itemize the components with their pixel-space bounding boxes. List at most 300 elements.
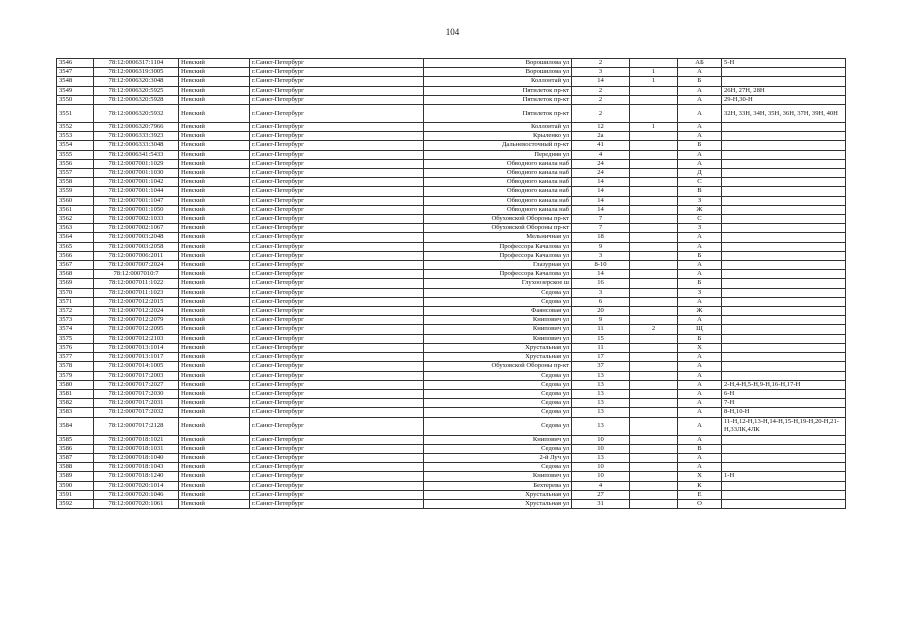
street-cell: Книпович ул [424, 435, 572, 444]
cadastral-number-cell: 78:12:0006320:7966 [94, 123, 179, 132]
table-row [57, 490, 846, 499]
house-number-cell: 18 [572, 233, 630, 242]
city-cell: г.Санкт-Петербург [250, 169, 424, 178]
district-cell: Невский [179, 353, 250, 362]
house-number-cell: 10 [572, 435, 630, 444]
table-row [57, 316, 846, 325]
street-cell: Седова ул [424, 297, 572, 306]
city-cell: г.Санкт-Петербург [250, 463, 424, 472]
table-row [57, 132, 846, 141]
premises-note-cell [722, 251, 846, 260]
table-row [57, 353, 846, 362]
cadastral-number-cell: 78:12:0007011:1022 [94, 279, 179, 288]
district-cell: Невский [179, 408, 250, 417]
house-number-cell: 31 [572, 499, 630, 508]
district-cell: Невский [179, 334, 250, 343]
district-cell: Невский [179, 215, 250, 224]
letter-cell: А [678, 150, 722, 159]
premises-note-cell [722, 444, 846, 453]
row-number-cell: 3589 [57, 472, 94, 481]
premises-note-cell [722, 499, 846, 508]
street-cell: Передняя ул [424, 150, 572, 159]
street-cell: Седова ул [424, 389, 572, 398]
table-row [57, 205, 846, 214]
building-number-cell [630, 472, 678, 481]
district-cell: Невский [179, 453, 250, 462]
premises-note-cell: 6-Н [722, 389, 846, 398]
city-cell: г.Санкт-Петербург [250, 261, 424, 270]
house-number-cell: 12 [572, 123, 630, 132]
table-row [57, 159, 846, 168]
cadastral-number-cell: 78:12:0007001:1047 [94, 196, 179, 205]
premises-note-cell [722, 435, 846, 444]
premises-note-cell: 11-Н,12-Н,13-Н,14-Н,15-Н,19-Н,20-Н,21-Н,33ЛК,4ЛК [722, 417, 846, 435]
letter-cell: Б [678, 279, 722, 288]
district-cell: Невский [179, 371, 250, 380]
city-cell: г.Санкт-Петербург [250, 95, 424, 104]
street-cell: Крыленко ул [424, 132, 572, 141]
premises-note-cell: 2-Н,4-Н,5-Н,9-Н,16-Н,17-Н [722, 380, 846, 389]
row-number-cell: 3584 [57, 417, 94, 435]
letter-cell: С [678, 178, 722, 187]
house-number-cell: 3 [572, 68, 630, 77]
city-cell: г.Санкт-Петербург [250, 399, 424, 408]
street-cell: Обуховской Обороны пр-кт [424, 215, 572, 224]
table-row [57, 251, 846, 260]
row-number-cell: 3561 [57, 205, 94, 214]
cadastral-number-cell: 78:12:0006317:1104 [94, 59, 179, 68]
row-number-cell: 3560 [57, 196, 94, 205]
district-cell: Невский [179, 380, 250, 389]
table-row [57, 68, 846, 77]
house-number-cell: 2 [572, 59, 630, 68]
building-number-cell [630, 399, 678, 408]
city-cell: г.Санкт-Петербург [250, 481, 424, 490]
district-cell: Невский [179, 343, 250, 352]
letter-cell: З [678, 288, 722, 297]
row-number-cell: 3548 [57, 77, 94, 86]
premises-note-cell [722, 307, 846, 316]
street-cell: Коллонтай ул [424, 123, 572, 132]
premises-note-cell [722, 325, 846, 334]
street-cell: Хрустальная ул [424, 343, 572, 352]
cadastral-number-cell: 78:12:0007018:1240 [94, 472, 179, 481]
letter-cell: А [678, 261, 722, 270]
district-cell: Невский [179, 463, 250, 472]
cadastral-number-cell: 78:12:0007017:2128 [94, 417, 179, 435]
district-cell: Невский [179, 233, 250, 242]
city-cell: г.Санкт-Петербург [250, 224, 424, 233]
row-number-cell: 3557 [57, 169, 94, 178]
city-cell: г.Санкт-Петербург [250, 77, 424, 86]
city-cell: г.Санкт-Петербург [250, 141, 424, 150]
building-number-cell [630, 444, 678, 453]
house-number-cell: 10 [572, 444, 630, 453]
premises-note-cell [722, 362, 846, 371]
row-number-cell: 3549 [57, 86, 94, 95]
cadastral-number-cell: 78:12:0007002:1067 [94, 224, 179, 233]
house-number-cell: 17 [572, 353, 630, 362]
street-cell: Дальневосточный пр-кт [424, 141, 572, 150]
district-cell: Невский [179, 270, 250, 279]
cadastral-number-cell: 78:12:0006319:3005 [94, 68, 179, 77]
building-number-cell [630, 59, 678, 68]
street-cell: Хрустальная ул [424, 353, 572, 362]
cadastral-number-cell: 78:12:0006320:5932 [94, 105, 179, 123]
district-cell: Невский [179, 86, 250, 95]
city-cell: г.Санкт-Петербург [250, 279, 424, 288]
house-number-cell: 9 [572, 242, 630, 251]
house-number-cell: 8-10 [572, 261, 630, 270]
premises-note-cell: 5-Н [722, 59, 846, 68]
table-row [57, 435, 846, 444]
premises-note-cell [722, 187, 846, 196]
letter-cell: Е [678, 490, 722, 499]
letter-cell: А [678, 417, 722, 435]
building-number-cell [630, 362, 678, 371]
page-number: 104 [445, 27, 460, 37]
street-cell: Профессора Качалова ул [424, 251, 572, 260]
premises-note-cell [722, 261, 846, 270]
city-cell: г.Санкт-Петербург [250, 444, 424, 453]
street-cell: Книпович ул [424, 334, 572, 343]
street-cell: Обводного канала наб [424, 196, 572, 205]
city-cell: г.Санкт-Петербург [250, 215, 424, 224]
row-number-cell: 3569 [57, 279, 94, 288]
city-cell: г.Санкт-Петербург [250, 380, 424, 389]
street-cell: Обводного канала наб [424, 169, 572, 178]
district-cell: Невский [179, 307, 250, 316]
letter-cell: Б [678, 77, 722, 86]
city-cell: г.Санкт-Петербург [250, 490, 424, 499]
district-cell: Невский [179, 399, 250, 408]
register-body [57, 59, 846, 509]
street-cell: Профессора Качалова ул [424, 242, 572, 251]
premises-note-cell [722, 233, 846, 242]
district-cell: Невский [179, 77, 250, 86]
district-cell: Невский [179, 362, 250, 371]
table-row [57, 288, 846, 297]
cadastral-number-cell: 78:12:0007001:1030 [94, 169, 179, 178]
premises-note-cell [722, 169, 846, 178]
street-cell: Обводного канала наб [424, 187, 572, 196]
letter-cell: Ж [678, 205, 722, 214]
building-number-cell [630, 187, 678, 196]
letter-cell: А [678, 132, 722, 141]
letter-cell: А [678, 105, 722, 123]
row-number-cell: 3558 [57, 178, 94, 187]
building-number-cell [630, 334, 678, 343]
row-number-cell: 3583 [57, 408, 94, 417]
street-cell: Пятилеток пр-кт [424, 105, 572, 123]
premises-note-cell [722, 288, 846, 297]
district-cell: Невский [179, 59, 250, 68]
district-cell: Невский [179, 279, 250, 288]
street-cell: Обуховской Обороны пр-кт [424, 224, 572, 233]
table-row [57, 463, 846, 472]
row-number-cell: 3566 [57, 251, 94, 260]
table-row [57, 444, 846, 453]
building-number-cell [630, 435, 678, 444]
building-number-cell [630, 499, 678, 508]
house-number-cell: 37 [572, 362, 630, 371]
building-number-cell [630, 279, 678, 288]
house-number-cell: 6 [572, 297, 630, 306]
building-number-cell [630, 132, 678, 141]
letter-cell: АБ [678, 59, 722, 68]
district-cell: Невский [179, 444, 250, 453]
building-number-cell [630, 481, 678, 490]
cadastral-number-cell: 78:12:0007018:1040 [94, 453, 179, 462]
premises-note-cell [722, 490, 846, 499]
cadastral-number-cell: 78:12:0007017:2030 [94, 389, 179, 398]
house-number-cell: 7 [572, 224, 630, 233]
street-cell: Седова ул [424, 380, 572, 389]
premises-note-cell [722, 242, 846, 251]
district-cell: Невский [179, 472, 250, 481]
premises-note-cell: 32Н, 33Н, 34Н, 35Н, 36Н, 37Н, 39Н, 40Н [722, 105, 846, 123]
house-number-cell: 10 [572, 472, 630, 481]
city-cell: г.Санкт-Петербург [250, 105, 424, 123]
house-number-cell: 13 [572, 399, 630, 408]
table-row [57, 417, 846, 435]
letter-cell: Щ [678, 325, 722, 334]
letter-cell: З [678, 224, 722, 233]
letter-cell: А [678, 297, 722, 306]
row-number-cell: 3575 [57, 334, 94, 343]
building-number-cell [630, 453, 678, 462]
street-cell: Обводного канала наб [424, 205, 572, 214]
cadastral-number-cell: 78:12:0007001:1042 [94, 178, 179, 187]
table-row [57, 169, 846, 178]
table-row [57, 399, 846, 408]
row-number-cell: 3547 [57, 68, 94, 77]
house-number-cell: 14 [572, 77, 630, 86]
cadastral-number-cell: 78:12:0007018:1031 [94, 444, 179, 453]
letter-cell: А [678, 159, 722, 168]
district-cell: Невский [179, 481, 250, 490]
cadastral-number-cell: 78:12:0007013:1017 [94, 353, 179, 362]
letter-cell: А [678, 408, 722, 417]
table-row [57, 59, 846, 68]
street-cell: Профессора Качалова ул [424, 270, 572, 279]
street-cell: Книпович ул [424, 316, 572, 325]
row-number-cell: 3587 [57, 453, 94, 462]
district-cell: Невский [179, 105, 250, 123]
letter-cell: А [678, 371, 722, 380]
table-row [57, 187, 846, 196]
cadastral-number-cell: 78:12:0007020:1061 [94, 499, 179, 508]
table-row [57, 307, 846, 316]
city-cell: г.Санкт-Петербург [250, 307, 424, 316]
city-cell: г.Санкт-Петербург [250, 132, 424, 141]
city-cell: г.Санкт-Петербург [250, 178, 424, 187]
street-cell: 2-й Луч ул [424, 453, 572, 462]
premises-note-cell [722, 68, 846, 77]
street-cell: Седова ул [424, 444, 572, 453]
building-number-cell [630, 417, 678, 435]
building-number-cell [630, 169, 678, 178]
letter-cell: Б [678, 141, 722, 150]
cadastral-number-cell: 78:12:0007012:2024 [94, 307, 179, 316]
letter-cell: А [678, 380, 722, 389]
cadastral-number-cell: 78:12:0006341:5433 [94, 150, 179, 159]
city-cell: г.Санкт-Петербург [250, 297, 424, 306]
table-row [57, 389, 846, 398]
cadastral-number-cell: 78:12:0007017:2032 [94, 408, 179, 417]
premises-note-cell: 29-Н,30-Н [722, 95, 846, 104]
table-row [57, 472, 846, 481]
row-number-cell: 3592 [57, 499, 94, 508]
building-number-cell [630, 408, 678, 417]
letter-cell: А [678, 68, 722, 77]
house-number-cell: 41 [572, 141, 630, 150]
cadastral-number-cell: 78:12:0006320:3048 [94, 77, 179, 86]
row-number-cell: 3572 [57, 307, 94, 316]
city-cell: г.Санкт-Петербург [250, 389, 424, 398]
cadastral-number-cell: 78:12:0006320:5925 [94, 86, 179, 95]
letter-cell: А [678, 270, 722, 279]
house-number-cell: 11 [572, 325, 630, 334]
letter-cell: А [678, 453, 722, 462]
letter-cell: А [678, 86, 722, 95]
premises-note-cell [722, 196, 846, 205]
building-number-cell [630, 389, 678, 398]
district-cell: Невский [179, 150, 250, 159]
district-cell: Невский [179, 123, 250, 132]
row-number-cell: 3564 [57, 233, 94, 242]
letter-cell: А [678, 435, 722, 444]
row-number-cell: 3586 [57, 444, 94, 453]
district-cell: Невский [179, 417, 250, 435]
cadastral-number-cell: 78:12:0007018:1021 [94, 435, 179, 444]
cadastral-number-cell: 78:12:0007017:2003 [94, 371, 179, 380]
table-row [57, 297, 846, 306]
cadastral-number-cell: 78:12:0007002:1033 [94, 215, 179, 224]
city-cell: г.Санкт-Петербург [250, 453, 424, 462]
row-number-cell: 3574 [57, 325, 94, 334]
property-register-table [56, 58, 846, 509]
building-number-cell [630, 316, 678, 325]
district-cell: Невский [179, 261, 250, 270]
cadastral-number-cell: 78:12:0007020:1014 [94, 481, 179, 490]
building-number-cell [630, 105, 678, 123]
city-cell: г.Санкт-Петербург [250, 435, 424, 444]
row-number-cell: 3588 [57, 463, 94, 472]
row-number-cell: 3567 [57, 261, 94, 270]
building-number-cell [630, 150, 678, 159]
house-number-cell: 4 [572, 150, 630, 159]
cadastral-number-cell: 78:12:0007020:1046 [94, 490, 179, 499]
street-cell: Ворошилова ул [424, 68, 572, 77]
letter-cell: А [678, 242, 722, 251]
street-cell: Пятилеток пр-кт [424, 95, 572, 104]
table-row [57, 325, 846, 334]
house-number-cell: 14 [572, 196, 630, 205]
building-number-cell [630, 343, 678, 352]
cadastral-number-cell: 78:12:0006320:5928 [94, 95, 179, 104]
letter-cell: А [678, 123, 722, 132]
cadastral-number-cell: 78:12:0007012:2095 [94, 325, 179, 334]
house-number-cell: 27 [572, 490, 630, 499]
row-number-cell: 3581 [57, 389, 94, 398]
city-cell: г.Санкт-Петербург [250, 325, 424, 334]
house-number-cell: 13 [572, 371, 630, 380]
row-number-cell: 3565 [57, 242, 94, 251]
building-number-cell [630, 490, 678, 499]
district-cell: Невский [179, 178, 250, 187]
letter-cell: А [678, 316, 722, 325]
building-number-cell [630, 95, 678, 104]
city-cell: г.Санкт-Петербург [250, 371, 424, 380]
premises-note-cell: 7-Н [722, 399, 846, 408]
house-number-cell: 14 [572, 270, 630, 279]
letter-cell: К [678, 481, 722, 490]
letter-cell: С [678, 215, 722, 224]
house-number-cell: 13 [572, 389, 630, 398]
table-row [57, 343, 846, 352]
street-cell: Седова ул [424, 399, 572, 408]
building-number-cell [630, 463, 678, 472]
city-cell: г.Санкт-Петербург [250, 159, 424, 168]
letter-cell: В [678, 187, 722, 196]
row-number-cell: 3577 [57, 353, 94, 362]
letter-cell: З [678, 196, 722, 205]
building-number-cell [630, 196, 678, 205]
district-cell: Невский [179, 251, 250, 260]
building-number-cell [630, 233, 678, 242]
table-row [57, 408, 846, 417]
street-cell: Хрустальная ул [424, 490, 572, 499]
premises-note-cell [722, 463, 846, 472]
letter-cell: Ж [678, 307, 722, 316]
building-number-cell [630, 288, 678, 297]
row-number-cell: 3554 [57, 141, 94, 150]
letter-cell: Х [678, 343, 722, 352]
table-row [57, 261, 846, 270]
house-number-cell: 14 [572, 178, 630, 187]
house-number-cell: 24 [572, 169, 630, 178]
house-number-cell: 2 [572, 105, 630, 123]
city-cell: г.Санкт-Петербург [250, 86, 424, 95]
table-row [57, 150, 846, 159]
table-row [57, 105, 846, 123]
table-row [57, 233, 846, 242]
building-number-cell: 2 [630, 325, 678, 334]
street-cell: Книпович ул [424, 472, 572, 481]
street-cell: Фаянсовая ул [424, 307, 572, 316]
street-cell: Пятилеток пр-кт [424, 86, 572, 95]
house-number-cell: 7 [572, 215, 630, 224]
city-cell: г.Санкт-Петербург [250, 288, 424, 297]
cadastral-number-cell: 78:12:0007011:1023 [94, 288, 179, 297]
city-cell: г.Санкт-Петербург [250, 472, 424, 481]
letter-cell: А [678, 95, 722, 104]
house-number-cell: 11 [572, 343, 630, 352]
table-row [57, 499, 846, 508]
city-cell: г.Санкт-Петербург [250, 316, 424, 325]
house-number-cell: 3 [572, 251, 630, 260]
table-row [57, 224, 846, 233]
district-cell: Невский [179, 389, 250, 398]
table-row [57, 334, 846, 343]
building-number-cell [630, 205, 678, 214]
building-number-cell [630, 242, 678, 251]
cadastral-number-cell: 78:12:0007001:1050 [94, 205, 179, 214]
premises-note-cell [722, 159, 846, 168]
premises-note-cell [722, 132, 846, 141]
building-number-cell [630, 86, 678, 95]
